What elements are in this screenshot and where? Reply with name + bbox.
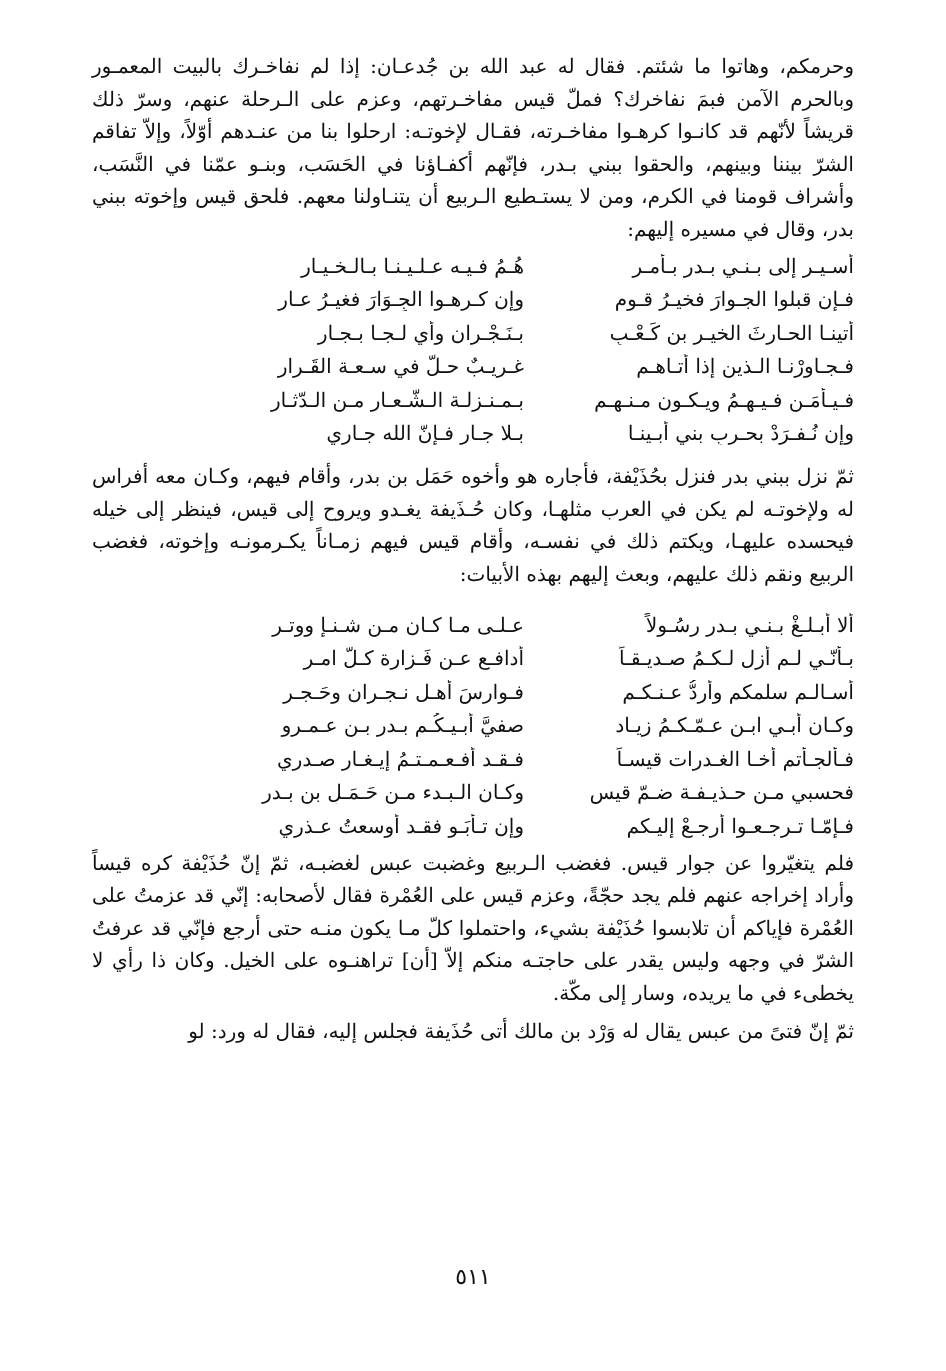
verse-second-hemistich: هُـمُ فـيـه عـلـيـنـا بـالـخـيـارِ [301, 253, 524, 278]
verse-first-hemistich: فـألجـأتم أخـا الغـدرات قيسـاً [616, 746, 854, 771]
verse-line [92, 709, 854, 743]
verse-first-hemistich: أُسـالـم سلمكم وأردُّ عـنـكـم [622, 679, 854, 704]
verse-second-hemistich: غـريـبٌ حـلّ في سـعـة القَـرارِ [277, 354, 524, 379]
verse-first-hemistich: فـجـاورْنـا الـذين إذا أتـاهـم [636, 354, 854, 379]
paragraph-1: وحرمكم، وهاتوا ما شئتم. فقال له عبد الله بن جُدعـان: إذا لم نفاخـرك بالبيت المعمـور وبالحرم الآمن فبمَ نفاخرك؟ فملّ قيس مفاخـرتهم، وعزم على الـرحلة عنهم، وسرّ ذلك قريشاً لأنّهم قد كانـوا كرهـوا مفاخـرته، فقـال لإخوتـه: ارحلوا بنا من عنـدهم أوّلاً، وإلاّ تفاقم الشرّ بيننا وبينهم، والحقوا ببني بـدر، فإنّهم أكفـاؤنا في الحَسَب، وبنـو عمّنا في النَّسَب، وأشراف قومنا في الكرم، ومن لا يستـطيع الـربيع أن يتنـاولنا معهم. فلحق قيس وإخوته ببني بدر، وقال في مسيره إليهم: [92, 54, 854, 241]
poem-2 [92, 608, 854, 843]
verse-second-hemistich: فـقـد أفـعـمـتـمُ إيـغـار صـدري [277, 746, 524, 771]
verse-line [92, 642, 854, 676]
poem-1 [92, 249, 854, 450]
verse-line [92, 316, 854, 350]
verse-second-hemistich: وكـان الـبـدء مـن حَـمَـلٍ بن بـدرِ [262, 780, 524, 805]
paragraph-4: ثمّ إنّ فتىً من عبس يقال له وَرْد بن مالك أتى حُذَيفة فجلس إليه، فقال له ورد: لو [188, 1019, 854, 1043]
verse-first-hemistich: ألا أبـلـغْ بـنـي بـدرٍ رسُـولاً [645, 612, 854, 637]
verse-second-hemistich: بـلا جـار فـإنّ الله جـاري [326, 421, 524, 446]
verse-line [92, 675, 854, 709]
verse-first-hemistich: أتينـا الحـارثَ الخيـر بن كَـعْـبٍ [609, 320, 854, 345]
verse-second-hemistich: بـمـنـزلـة الـشّـعـار مـن الـدّثـار [271, 387, 524, 412]
verse-line [92, 608, 854, 642]
verse-second-hemistich: صفيَّ أبـيـكُـم بـدر بـن عـمـرو [281, 713, 524, 738]
page-body [92, 50, 854, 1048]
paragraph-3: فلم يتغيّروا عن جوار قيس. فغضب الـربيع وغضبت عبس لغضبـه، ثمّ إنّ حُذَيْفة كره قيساً وأراد إخراجه عنهم فلم يجد حجّةً، وعزم قيس على العُمْرة فقال لأصحابه: إنّي قد عزمتُ على العُمْرة فإياكم أن تلابسوا حُذَيْفة بشيء، واحتملوا كلّ مـا يكون منـه حتى أرجع فإنّي قد عرفتُ الشرّ في وجهه وليس يقدر على حاجتـه منكم إلاّ [أن] تراهنـوه على الخيل. وكان ذا رأي لا يخطىء في ما يريده، وسار إلى مكّة. [92, 850, 854, 1005]
verse-line [92, 283, 854, 317]
paragraph-2: ثمّ نزل ببني بدر فنزل بحُذَيْفة، فأجاره هو وأخوه حَمَل بن بدر، وأقام فيهم، وكـان معه أفراس له ولإخوتـه لم يكن في العرب مثلهـا، وكان حُـذَيفة يغـدو ويروح إلى قيس، فينظر إلى خيله فيحسده عليهـا، ويكتم ذلك في نفسـه، وأقام قيس فيهم زمـاناً يكـرمونـه وإخوته، فغضب الربيع ونقم ذلك عليهم، وبعث إليهم بهذه الأبيات: [92, 464, 854, 586]
verse-first-hemistich: فـيـأمَـن فـيـهـمُ ويـكـون مـنـهـم [594, 387, 854, 412]
verse-line [92, 776, 854, 810]
verse-second-hemistich: وإن كـرهـوا الجِـوَارَ فغيـرُ عـارِ [278, 287, 524, 312]
verse-first-hemistich: وإن نُـفـرَدْ بحـربِ بني أبـينـا [627, 421, 854, 446]
verse-first-hemistich: بـأنّـي لـم أزل لـكـمُ صـديـقـاً [618, 646, 854, 671]
verse-first-hemistich: فـإمّـا تـرجـعـوا أرجـعْ إليـكم [626, 813, 854, 838]
verse-first-hemistich: وكـان أبـي ابـن عـمّـكـمُ زيـاد [615, 713, 854, 738]
verse-first-hemistich: فـإن قبلوا الجـوارَ فخيـرُ قـومٍ [614, 287, 854, 312]
verse-first-hemistich: فحسبي مـن حـذيـفـة ضـمّ قيس [589, 780, 854, 805]
verse-line [92, 383, 854, 417]
verse-second-hemistich: فـوارسَ أهـل نـجـران وحَـجـرِ [283, 679, 524, 704]
verse-second-hemistich: بـنَـجْـران وأي لـجـا بـجـارِ [317, 320, 524, 345]
verse-second-hemistich: عـلـى مـا كـان مـن شـنـإٍ ووتـرِ [272, 612, 524, 637]
verse-second-hemistich: وإن تـأبَـو فقـد أوسعتُ عـذري [278, 813, 524, 838]
verse-line [92, 417, 854, 451]
verse-line [92, 809, 854, 843]
verse-line [92, 350, 854, 384]
verse-second-hemistich: أدافـع عـن فَـزارة كـلّ امـرِ [303, 646, 524, 671]
page-number: ٥١١ [455, 1265, 491, 1290]
verse-line [92, 742, 854, 776]
verse-first-hemistich: أسـيـر إلى بـنـي بـدرٍ بـأمـرٍ [632, 253, 854, 278]
verse-line [92, 249, 854, 283]
